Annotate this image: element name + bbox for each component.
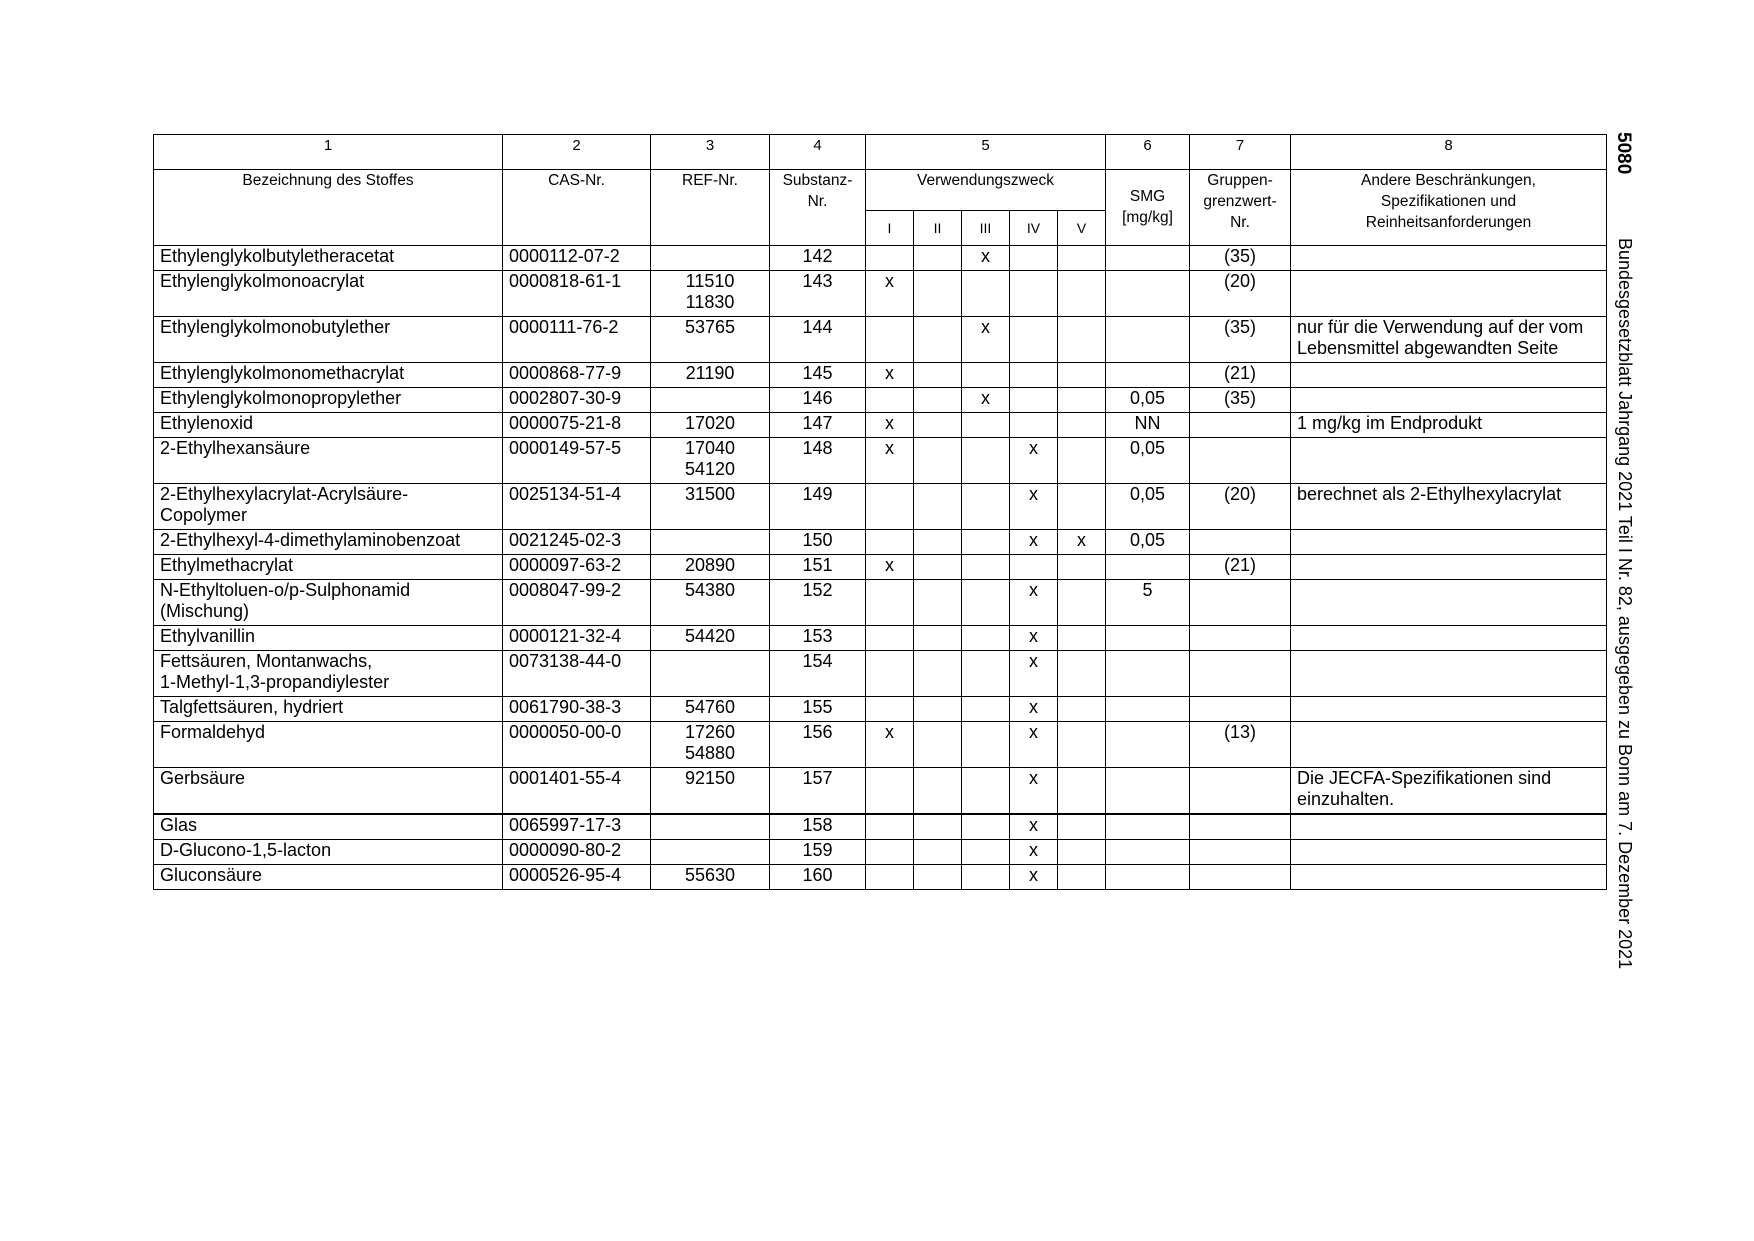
cell-group-limit (1190, 840, 1291, 865)
cell-usage-ii (914, 484, 962, 530)
cell-group-limit: (35) (1190, 246, 1291, 271)
cell-name: Talgfettsäuren, hydriert (154, 697, 503, 722)
cell-cas: 0000121-32-4 (503, 626, 651, 651)
cell-usage-v (1058, 363, 1106, 388)
table-row (154, 317, 1607, 363)
cell-restrictions (1291, 363, 1607, 388)
cell-usage-iii (962, 840, 1010, 865)
header-cas: CAS-Nr. (503, 170, 651, 246)
cell-usage-i: x (866, 438, 914, 484)
cell-group-limit (1190, 580, 1291, 626)
cell-usage-v (1058, 768, 1106, 815)
cell-usage-v (1058, 814, 1106, 840)
cell-substance-no: 159 (770, 840, 866, 865)
cell-ref: 17260 54880 (651, 722, 770, 768)
cell-smg (1106, 317, 1190, 363)
header-name: Bezeichnung des Stoffes (154, 170, 503, 246)
cell-usage-i (866, 697, 914, 722)
cell-cas: 0008047-99-2 (503, 580, 651, 626)
cell-usage-iv: x (1010, 438, 1058, 484)
cell-usage-v (1058, 865, 1106, 890)
cell-cas: 0000818-61-1 (503, 271, 651, 317)
cell-usage-ii (914, 722, 962, 768)
cell-substance-no: 155 (770, 697, 866, 722)
cell-usage-iii (962, 555, 1010, 580)
cell-restrictions (1291, 722, 1607, 768)
table-row (154, 626, 1607, 651)
cell-usage-ii (914, 651, 962, 697)
cell-cas: 0001401-55-4 (503, 768, 651, 815)
header-usage-v: V (1058, 211, 1106, 246)
table-row (154, 438, 1607, 484)
cell-name: Ethylvanillin (154, 626, 503, 651)
cell-restrictions: berechnet als 2-Ethylhexylacrylat (1291, 484, 1607, 530)
cell-usage-i (866, 388, 914, 413)
cell-group-limit: (21) (1190, 555, 1291, 580)
column-number: 7 (1190, 135, 1291, 170)
cell-restrictions (1291, 388, 1607, 413)
cell-cas: 0000149-57-5 (503, 438, 651, 484)
cell-usage-iii (962, 814, 1010, 840)
table-row (154, 246, 1607, 271)
table-row (154, 840, 1607, 865)
cell-usage-iii (962, 580, 1010, 626)
cell-usage-iii (962, 363, 1010, 388)
cell-smg (1106, 865, 1190, 890)
column-number: 6 (1106, 135, 1190, 170)
cell-cas: 0000050-00-0 (503, 722, 651, 768)
cell-name: Ethylenglykolmonopropylether (154, 388, 503, 413)
header-substance-no: Substanz- Nr. (770, 170, 866, 246)
cell-group-limit: (20) (1190, 271, 1291, 317)
cell-name: Ethylmethacrylat (154, 555, 503, 580)
cell-smg (1106, 271, 1190, 317)
cell-cas: 0000526-95-4 (503, 865, 651, 890)
cell-usage-iv: x (1010, 530, 1058, 555)
cell-restrictions (1291, 865, 1607, 890)
cell-cas: 0065997-17-3 (503, 814, 651, 840)
cell-usage-i: x (866, 363, 914, 388)
cell-group-limit (1190, 438, 1291, 484)
column-number: 2 (503, 135, 651, 170)
cell-group-limit (1190, 530, 1291, 555)
cell-usage-iv: x (1010, 768, 1058, 815)
cell-ref: 54380 (651, 580, 770, 626)
cell-usage-iv: x (1010, 651, 1058, 697)
cell-ref (651, 530, 770, 555)
table-row (154, 413, 1607, 438)
column-number: 4 (770, 135, 866, 170)
cell-usage-ii (914, 555, 962, 580)
cell-group-limit (1190, 865, 1291, 890)
cell-restrictions (1291, 271, 1607, 317)
cell-group-limit: (13) (1190, 722, 1291, 768)
table-row (154, 555, 1607, 580)
cell-restrictions: Die JECFA-Spezifikationen sind einzuhalten. (1291, 768, 1607, 815)
cell-ref (651, 814, 770, 840)
cell-usage-iii (962, 271, 1010, 317)
cell-group-limit: (35) (1190, 317, 1291, 363)
cell-usage-v: x (1058, 530, 1106, 555)
running-head: Bundesgesetzblatt Jahrgang 2021 Teil I Nr. 82, ausgegeben zu Bonn am 7. Dezember 2021 (1615, 238, 1635, 970)
cell-smg: 0,05 (1106, 438, 1190, 484)
cell-ref: 17040 54120 (651, 438, 770, 484)
header-usage-ii: II (914, 211, 962, 246)
cell-restrictions (1291, 530, 1607, 555)
cell-usage-i (866, 484, 914, 530)
cell-name: 2-Ethylhexylacrylat-Acrylsäure- Copolymer (154, 484, 503, 530)
cell-usage-iii (962, 865, 1010, 890)
cell-group-limit (1190, 768, 1291, 815)
cell-restrictions (1291, 580, 1607, 626)
cell-usage-ii (914, 626, 962, 651)
column-number: 3 (651, 135, 770, 170)
cell-name: Glas (154, 814, 503, 840)
cell-usage-iii (962, 722, 1010, 768)
cell-cas: 0000868-77-9 (503, 363, 651, 388)
cell-restrictions (1291, 697, 1607, 722)
header-usage-i: I (866, 211, 914, 246)
cell-usage-iv: x (1010, 484, 1058, 530)
cell-name: 2-Ethylhexyl-4-dimethylaminobenzoat (154, 530, 503, 555)
cell-usage-ii (914, 363, 962, 388)
header-ref: REF-Nr. (651, 170, 770, 246)
cell-restrictions (1291, 555, 1607, 580)
header-smg: SMG [mg/kg] (1106, 170, 1190, 246)
cell-usage-i: x (866, 722, 914, 768)
cell-name: Ethylenglykolbutyletheracetat (154, 246, 503, 271)
table-row (154, 865, 1607, 890)
cell-ref (651, 840, 770, 865)
cell-usage-ii (914, 768, 962, 815)
cell-name: Formaldehyd (154, 722, 503, 768)
cell-group-limit: (35) (1190, 388, 1291, 413)
header-usage-iii: III (962, 211, 1010, 246)
cell-ref: 53765 (651, 317, 770, 363)
cell-smg (1106, 722, 1190, 768)
cell-smg: 5 (1106, 580, 1190, 626)
cell-cas: 0025134-51-4 (503, 484, 651, 530)
cell-smg (1106, 814, 1190, 840)
cell-usage-i (866, 317, 914, 363)
cell-cas: 0073138-44-0 (503, 651, 651, 697)
cell-usage-iv: x (1010, 840, 1058, 865)
cell-ref: 92150 (651, 768, 770, 815)
cell-usage-v (1058, 438, 1106, 484)
cell-usage-iv (1010, 271, 1058, 317)
cell-restrictions (1291, 626, 1607, 651)
cell-name: 2-Ethylhexansäure (154, 438, 503, 484)
cell-restrictions (1291, 840, 1607, 865)
cell-smg: NN (1106, 413, 1190, 438)
cell-usage-iv (1010, 363, 1058, 388)
cell-group-limit (1190, 651, 1291, 697)
cell-usage-v (1058, 271, 1106, 317)
cell-group-limit (1190, 626, 1291, 651)
cell-usage-ii (914, 438, 962, 484)
table-row (154, 768, 1607, 815)
cell-usage-iv (1010, 317, 1058, 363)
cell-usage-i: x (866, 413, 914, 438)
cell-name: Ethylenglykolmonomethacrylat (154, 363, 503, 388)
cell-name: Ethylenglykolmonoacrylat (154, 271, 503, 317)
cell-ref (651, 388, 770, 413)
cell-ref: 55630 (651, 865, 770, 890)
cell-substance-no: 160 (770, 865, 866, 890)
cell-usage-v (1058, 722, 1106, 768)
cell-usage-iii: x (962, 317, 1010, 363)
cell-smg (1106, 555, 1190, 580)
cell-cas: 0000090-80-2 (503, 840, 651, 865)
cell-cas: 0021245-02-3 (503, 530, 651, 555)
cell-group-limit: (21) (1190, 363, 1291, 388)
substance-table (153, 134, 1607, 890)
cell-cas: 0000111-76-2 (503, 317, 651, 363)
cell-substance-no: 147 (770, 413, 866, 438)
header-usage-iv: IV (1010, 211, 1058, 246)
page-number: 5080 (1613, 132, 1634, 175)
cell-usage-iv (1010, 555, 1058, 580)
cell-usage-iv (1010, 413, 1058, 438)
cell-restrictions (1291, 651, 1607, 697)
column-number: 8 (1291, 135, 1607, 170)
cell-usage-iii (962, 530, 1010, 555)
cell-group-limit (1190, 413, 1291, 438)
cell-ref: 54760 (651, 697, 770, 722)
cell-usage-iii: x (962, 388, 1010, 413)
cell-smg (1106, 246, 1190, 271)
cell-usage-iv (1010, 388, 1058, 413)
cell-usage-iii (962, 438, 1010, 484)
cell-restrictions (1291, 438, 1607, 484)
cell-usage-ii (914, 697, 962, 722)
cell-restrictions (1291, 246, 1607, 271)
cell-usage-v (1058, 484, 1106, 530)
cell-ref: 11510 11830 (651, 271, 770, 317)
cell-usage-ii (914, 413, 962, 438)
cell-substance-no: 152 (770, 580, 866, 626)
cell-substance-no: 149 (770, 484, 866, 530)
cell-cas: 0000097-63-2 (503, 555, 651, 580)
cell-usage-iii: x (962, 246, 1010, 271)
table-row (154, 722, 1607, 768)
table-row (154, 697, 1607, 722)
cell-ref: 17020 (651, 413, 770, 438)
cell-usage-ii (914, 840, 962, 865)
cell-group-limit (1190, 814, 1291, 840)
cell-restrictions: 1 mg/kg im Endprodukt (1291, 413, 1607, 438)
cell-usage-iv: x (1010, 722, 1058, 768)
cell-cas: 0002807-30-9 (503, 388, 651, 413)
cell-usage-ii (914, 530, 962, 555)
cell-usage-i (866, 246, 914, 271)
cell-usage-v (1058, 580, 1106, 626)
cell-usage-iii (962, 768, 1010, 815)
cell-usage-i: x (866, 271, 914, 317)
cell-usage-iii (962, 651, 1010, 697)
cell-usage-iv: x (1010, 697, 1058, 722)
cell-smg (1106, 363, 1190, 388)
cell-smg (1106, 768, 1190, 815)
cell-substance-no: 153 (770, 626, 866, 651)
table-row (154, 651, 1607, 697)
cell-usage-iv (1010, 246, 1058, 271)
cell-substance-no: 158 (770, 814, 866, 840)
cell-usage-v (1058, 413, 1106, 438)
cell-ref: 21190 (651, 363, 770, 388)
table-row (154, 271, 1607, 317)
cell-usage-iv: x (1010, 814, 1058, 840)
cell-usage-v (1058, 840, 1106, 865)
cell-cas: 0061790-38-3 (503, 697, 651, 722)
cell-usage-v (1058, 317, 1106, 363)
column-number: 1 (154, 135, 503, 170)
cell-usage-ii (914, 865, 962, 890)
cell-usage-iv: x (1010, 580, 1058, 626)
table-row (154, 814, 1607, 840)
cell-usage-v (1058, 555, 1106, 580)
cell-smg (1106, 626, 1190, 651)
column-number: 5 (866, 135, 1106, 170)
cell-substance-no: 151 (770, 555, 866, 580)
table-body (154, 246, 1607, 890)
cell-usage-ii (914, 271, 962, 317)
cell-usage-i (866, 814, 914, 840)
cell-substance-no: 157 (770, 768, 866, 815)
cell-ref: 31500 (651, 484, 770, 530)
cell-usage-ii (914, 246, 962, 271)
cell-restrictions: nur für die Verwendung auf der vom Lebensmittel abgewandten Seite (1291, 317, 1607, 363)
cell-usage-ii (914, 317, 962, 363)
table-row (154, 484, 1607, 530)
cell-cas: 0000112-07-2 (503, 246, 651, 271)
cell-smg (1106, 697, 1190, 722)
cell-name: D-Glucono-1,5-lacton (154, 840, 503, 865)
header-group-limit: Gruppen- grenzwert- Nr. (1190, 170, 1291, 246)
cell-usage-iii (962, 697, 1010, 722)
cell-usage-i (866, 840, 914, 865)
cell-substance-no: 154 (770, 651, 866, 697)
cell-group-limit (1190, 697, 1291, 722)
cell-ref: 54420 (651, 626, 770, 651)
cell-ref (651, 246, 770, 271)
cell-usage-iii (962, 484, 1010, 530)
table-row (154, 580, 1607, 626)
header-restrictions: Andere Beschränkungen, Spezifikationen und Reinheitsanforderungen (1291, 170, 1607, 246)
cell-usage-iii (962, 413, 1010, 438)
cell-name: Gerbsäure (154, 768, 503, 815)
cell-smg (1106, 840, 1190, 865)
cell-substance-no: 150 (770, 530, 866, 555)
cell-substance-no: 145 (770, 363, 866, 388)
cell-smg (1106, 651, 1190, 697)
cell-substance-no: 143 (770, 271, 866, 317)
cell-group-limit: (20) (1190, 484, 1291, 530)
cell-usage-iv: x (1010, 865, 1058, 890)
cell-name: Fettsäuren, Montanwachs, 1-Methyl-1,3-propandiylester (154, 651, 503, 697)
cell-smg: 0,05 (1106, 530, 1190, 555)
cell-usage-v (1058, 388, 1106, 413)
cell-usage-i (866, 651, 914, 697)
cell-usage-i (866, 865, 914, 890)
cell-usage-iii (962, 626, 1010, 651)
cell-usage-i (866, 768, 914, 815)
cell-substance-no: 148 (770, 438, 866, 484)
cell-substance-no: 144 (770, 317, 866, 363)
cell-substance-no: 146 (770, 388, 866, 413)
table-row (154, 530, 1607, 555)
column-number-row (154, 135, 1607, 170)
header-row (154, 170, 1607, 211)
cell-name: Gluconsäure (154, 865, 503, 890)
cell-name: Ethylenoxid (154, 413, 503, 438)
cell-ref (651, 651, 770, 697)
cell-substance-no: 142 (770, 246, 866, 271)
cell-usage-v (1058, 246, 1106, 271)
cell-restrictions (1291, 814, 1607, 840)
cell-usage-v (1058, 626, 1106, 651)
cell-usage-i: x (866, 555, 914, 580)
table-row (154, 363, 1607, 388)
header-usage: Verwendungszweck (866, 170, 1106, 211)
cell-usage-i (866, 626, 914, 651)
cell-cas: 0000075-21-8 (503, 413, 651, 438)
cell-usage-ii (914, 580, 962, 626)
cell-usage-v (1058, 697, 1106, 722)
cell-name: N-Ethyltoluen-o/p-Sulphonamid (Mischung) (154, 580, 503, 626)
cell-usage-iv: x (1010, 626, 1058, 651)
cell-substance-no: 156 (770, 722, 866, 768)
cell-usage-ii (914, 388, 962, 413)
cell-usage-ii (914, 814, 962, 840)
cell-smg: 0,05 (1106, 484, 1190, 530)
cell-name: Ethylenglykolmonobutylether (154, 317, 503, 363)
cell-smg: 0,05 (1106, 388, 1190, 413)
cell-usage-i (866, 530, 914, 555)
cell-usage-i (866, 580, 914, 626)
cell-usage-v (1058, 651, 1106, 697)
table-row (154, 388, 1607, 413)
cell-ref: 20890 (651, 555, 770, 580)
